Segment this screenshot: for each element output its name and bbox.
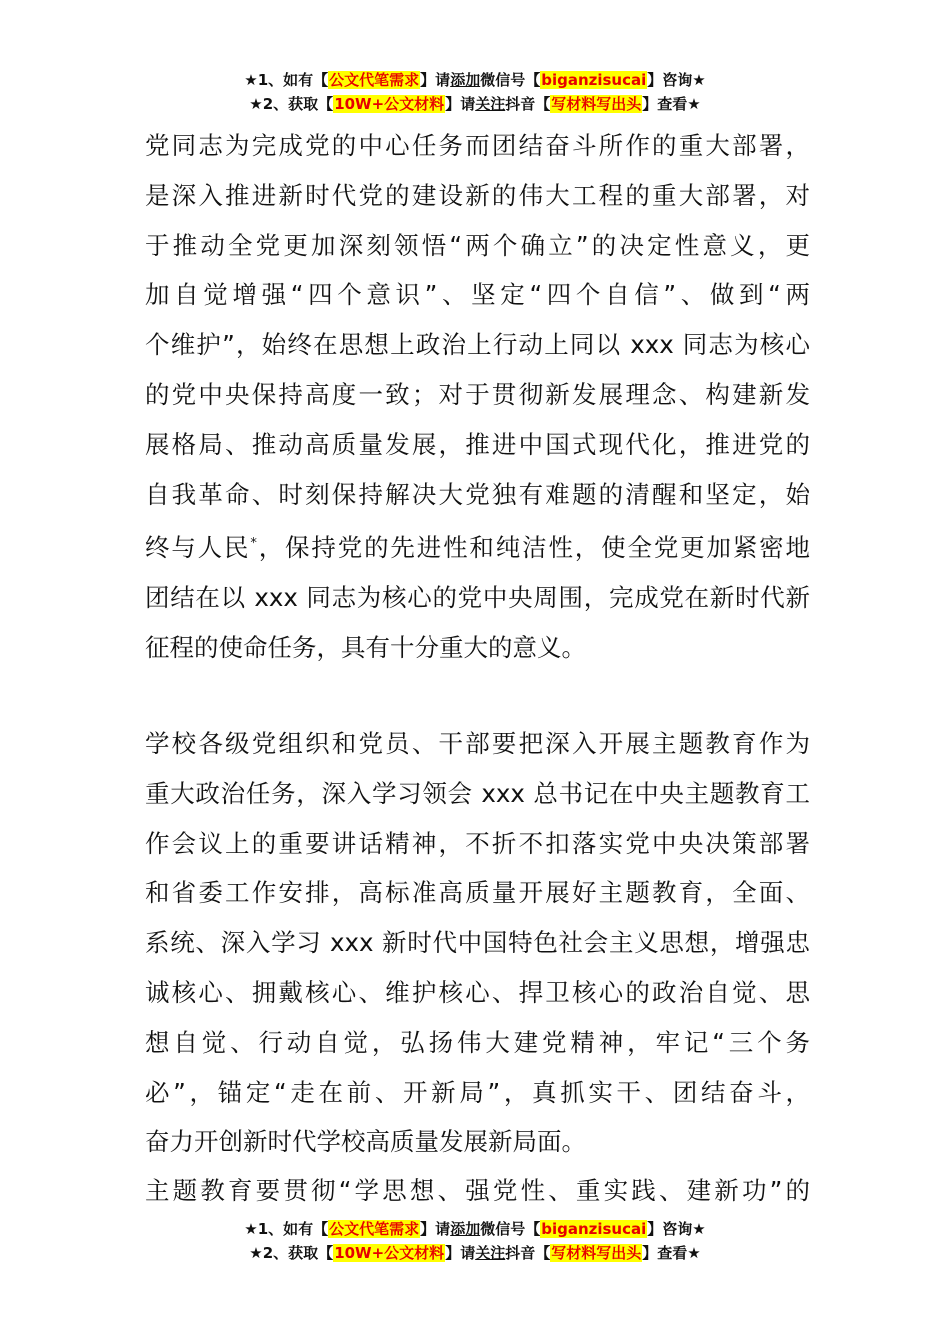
paragraph-line: 团结在以 xxx 同志为核心的党中央周围，完成党在新时代新 (145, 583, 810, 613)
paragraph-line: 奋力开创新时代学校高质量发展新局面。 (145, 1127, 586, 1157)
header-highlight-service: 公文代笔需求 (329, 71, 420, 89)
paragraph-line: 必”，锚定“走在前、开新局”，真抓实干、团结奋斗， (145, 1077, 810, 1107)
footer-line-2 (0, 1241, 950, 1265)
paragraph-line: 自我革命、时刻保持解决大党独有难题的清醒和坚定，始 (145, 479, 810, 509)
paragraph-line-with-footnote (145, 519, 810, 573)
paragraph-line: 重大政治任务，深入学习领会 xxx 总书记在中央主题教育工 (145, 778, 810, 808)
header-line-1-text: 】请 (420, 71, 451, 89)
footer-highlight-douyin-account: 写材料写出头 (551, 1244, 642, 1262)
paragraph-line: 个维护”，始终在思想上政治上行动上同以 xxx 同志为核心 (145, 330, 810, 360)
paragraph-line: 诚核心、拥戴核心、维护核心、捍卫核心的政治自觉、思 (145, 977, 810, 1007)
paragraph-line: 作会议上的重要讲话精神，不折不扣落实党中央决策部署 (145, 828, 810, 858)
paragraph-line: 加自觉增强“四个意识”、坚定“四个自信”、做到“两 (145, 280, 810, 310)
footer-line-2-text-2: 抖音【 (505, 1244, 551, 1262)
paragraph-line: 于推动全党更加深刻领悟“两个确立”的决定性意义，更 (145, 230, 810, 260)
paragraph-line: 系统、深入学习 xxx 新时代中国特色社会主义思想，增强忠 (145, 928, 810, 958)
footer-line-2-underlined: 关注 (475, 1244, 506, 1262)
header-banner (0, 68, 950, 116)
paragraph-3 (145, 1166, 810, 1216)
footer-line-2-suffix: 】查看★ (642, 1244, 701, 1262)
header-line-2-prefix: ★2、获取【 (249, 95, 334, 113)
footer-banner (0, 1217, 950, 1265)
paragraph-line: 主题教育要贯彻“学思想、强党性、重实践、建新功”的 (145, 1176, 810, 1205)
header-line-2 (0, 92, 950, 116)
paragraph-line: 和省委工作安排，高标准高质量开展好主题教育，全面、 (145, 878, 810, 908)
paragraph-line: 想自觉、行动自觉，弘扬伟大建党精神，牢记“三个务 (145, 1027, 810, 1057)
footer-highlight-service: 公文代笔需求 (329, 1220, 420, 1238)
header-line-2-text-2: 抖音【 (505, 95, 551, 113)
paragraph-line: 是深入推进新时代党的建设新的伟大工程的重大部署，对 (145, 180, 810, 210)
paragraph-line: 党同志为完成党的中心任务而团结奋斗所作的重大部署， (145, 131, 810, 160)
header-line-2-text: 】请 (445, 95, 476, 113)
footer-line-1-text: 】请 (420, 1220, 451, 1238)
footer-highlight-materials: 10W+公文材料 (334, 1244, 445, 1262)
header-line-1 (0, 68, 950, 92)
footer-highlight-wechat-id: biganzisucai (541, 1220, 647, 1238)
footnote-mark: * (250, 536, 257, 552)
paragraph-line-part: ，保持党的先进性和纯洁性，使全党更加紧密地 (256, 533, 811, 563)
paragraph-2 (145, 719, 810, 1167)
paragraph-line: 征程的使命任务，具有十分重大的意义。 (145, 633, 586, 663)
footer-line-2-prefix: ★2、获取【 (249, 1244, 334, 1262)
footer-line-1-underlined: 添加 (450, 1220, 481, 1238)
footer-line-2-text: 】请 (445, 1244, 476, 1262)
paragraph-line: 学校各级党组织和党员、干部要把深入开展主题教育作为 (145, 729, 810, 758)
footer-line-1-suffix: 】咨询★ (647, 1220, 706, 1238)
paragraph-line: 展格局、推动高质量发展，推进中国式现代化，推进党的 (145, 429, 810, 459)
header-highlight-materials: 10W+公文材料 (334, 95, 445, 113)
header-line-2-underlined: 关注 (475, 95, 506, 113)
footer-line-1-text-2: 微信号【 (480, 1220, 541, 1238)
header-line-2-suffix: 】查看★ (642, 95, 701, 113)
footer-line-1 (0, 1217, 950, 1241)
header-line-1-suffix: 】咨询★ (647, 71, 706, 89)
header-line-1-prefix: ★1、如有【 (244, 71, 329, 89)
paragraph-line: 的党中央保持高度一致；对于贯彻新发展理念、构建新发 (145, 379, 810, 409)
paragraph-line-part: 终与人民 (145, 533, 251, 563)
footer-line-1-prefix: ★1、如有【 (244, 1220, 329, 1238)
header-line-1-text-2: 微信号【 (480, 71, 541, 89)
header-highlight-douyin-account: 写材料写出头 (551, 95, 642, 113)
header-line-1-underlined: 添加 (450, 71, 481, 89)
paragraph-1 (145, 121, 810, 673)
header-highlight-wechat-id: biganzisucai (541, 71, 647, 89)
